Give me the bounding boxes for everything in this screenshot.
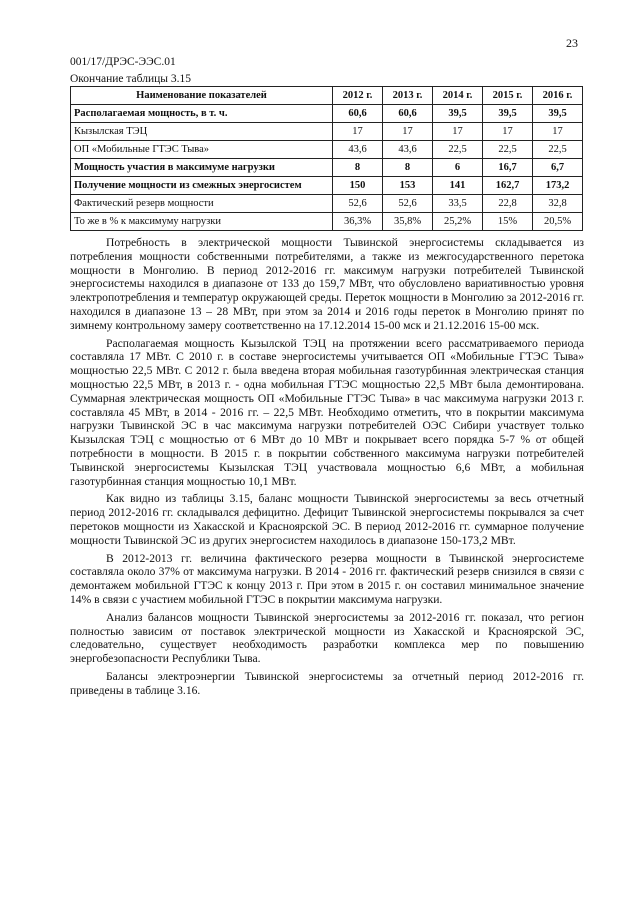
header-year-2013: 2013 г.	[383, 87, 433, 105]
capacity-balance-table	[70, 86, 583, 231]
body-text	[70, 236, 584, 702]
table-cell-value: 17	[383, 123, 433, 141]
table-cell-value: 20,5%	[533, 213, 583, 231]
table-cell-indicator: Кызылская ТЭЦ	[71, 123, 333, 141]
table-row	[71, 195, 583, 213]
table-cell-indicator: Фактический резерв мощности	[71, 195, 333, 213]
table-row	[71, 213, 583, 231]
table-row	[71, 123, 583, 141]
paragraph: Балансы электроэнергии Тывинской энергосистемы за отчетный период 2012-2016 гг. приведены в таблице 3.16.	[70, 669, 584, 697]
table-cell-value: 150	[333, 177, 383, 195]
table-row	[71, 105, 583, 123]
paragraph: Потребность в электрической мощности Тывинской энергосистемы складывается из потребления мощности собственными потребителями, а также из межгосударственного перетока мощности в Монголию. В период 2012-2016 гг. максимум нагрузки потребителей Тывинской энергосистемы находился в диапазоне от 133 до 159,7 МВт, что обусловлено вариативностью уровня электропотребления и температур окружающей среды. Переток мощности в Монголию за 2012-2016 гг. находился в диапазоне 13 – 28 МВт, при этом за 2014 и 2016 годы переток в Монголию принят по зимнему контрольному замеру соответственно на 17.12.2014 15-00 мск и 21.12.2016 15-00 мск.	[70, 236, 584, 332]
table-cell-indicator: ОП «Мобильные ГТЭС Тыва»	[71, 141, 333, 159]
table-cell-value: 6,7	[533, 159, 583, 177]
table-cell-value: 173,2	[533, 177, 583, 195]
table-cell-value: 60,6	[383, 105, 433, 123]
paragraph: Располагаемая мощность Кызылской ТЭЦ на протяжении всего рассматриваемого периода составляла 17 МВт. С 2010 г. в составе энергосистемы учитывается ОП «Мобильные ГТЭС Тыва» мощностью 22,5 МВт. С 2012 г. была введена вторая мобильная газотурбинная электрическая станция мощностью 22,5 МВт, в 2013 г. - одна мобильная ГТЭС мощностью 22,5 МВт была демонтирована. Суммарная электрическая мощность ОП «Мобильные ГТЭС Тыва» в час максимума нагрузки 2013 г. составляла 45 МВт, в 2014 - 2016 гг. – 22,5 МВт. Необходимо отметить, что в покрытии максимума нагрузки Тывинской ЭС в час максимума нагрузки потребителей ОЭС Сибири участвует только Кызылская ТЭЦ с мощностью от 6 МВт до 10 МВт и покрывает всего порядка 5-7 % от общей потребности в мощности. В 2015 г. в покрытии собственного максимума нагрузки потребителей Тывинской энергосистемы Кызылская ТЭЦ участвовала мощностью 6,6 МВт, а мобильная газотурбинная станция мощностью 10,1 МВт.	[70, 336, 584, 488]
table-header-row	[71, 87, 583, 105]
header-indicator-name: Наименование показателей	[71, 87, 333, 105]
document-code: 001/17/ДРЭС-ЭЭС.01	[70, 56, 176, 68]
paragraph: В 2012-2013 гг. величина фактического резерва мощности в Тывинской энергосистеме составляла около 37% от максимума нагрузки. В 2014 - 2016 гг. фактический резерв снизился в связи с демонтажем мобильной ГТЭС к концу 2013 г. При этом в 2015 г. он составил минимальное значение 14% в связи с участием мобильной ГТЭС в покрытии максимума нагрузки.	[70, 551, 584, 606]
table-cell-value: 39,5	[533, 105, 583, 123]
table-cell-indicator: Получение мощности из смежных энергосистем	[71, 177, 333, 195]
table-cell-value: 32,8	[533, 195, 583, 213]
header-year-2012: 2012 г.	[333, 87, 383, 105]
table-cell-value: 15%	[483, 213, 533, 231]
table-cell-indicator: Мощность участия в максимуме нагрузки	[71, 159, 333, 177]
header-year-2016: 2016 г.	[533, 87, 583, 105]
table-row	[71, 159, 583, 177]
table-cell-value: 60,6	[333, 105, 383, 123]
table-cell-value: 17	[333, 123, 383, 141]
table-cell-value: 33,5	[433, 195, 483, 213]
table-cell-value: 52,6	[383, 195, 433, 213]
table-cell-value: 39,5	[483, 105, 533, 123]
paragraph: Анализ балансов мощности Тывинской энергосистемы за 2012-2016 гг. показал, что регион полностью зависим от поставок электрической мощности из Хакасской и Красноярской ЭС, следовательно, существует необходимость разработки комплекса мер по повышению энергобезопасности Республики Тыва.	[70, 610, 584, 666]
table-cell-value: 22,8	[483, 195, 533, 213]
table-cell-value: 43,6	[383, 141, 433, 159]
paragraph: Как видно из таблицы 3.15, баланс мощности Тывинской энергосистемы за весь отчетный период 2012-2016 гг. складывался дефицитно. Дефицит Тывинской энергосистемы покрывался за счет перетоков мощности из Хакасской и Красноярской ЭС. В период 2012-2016 гг. суммарное получение мощности Тывинской ЭС из других энергосистем находилось в диапазоне 150-173,2 МВт.	[70, 492, 584, 547]
table-row	[71, 177, 583, 195]
table-cell-value: 52,6	[333, 195, 383, 213]
table-row	[71, 141, 583, 159]
page-number: 23	[566, 36, 578, 50]
table-cell-indicator: Располагаемая мощность, в т. ч.	[71, 105, 333, 123]
table-cell-value: 25,2%	[433, 213, 483, 231]
table-cell-value: 162,7	[483, 177, 533, 195]
table-cell-value: 17	[433, 123, 483, 141]
table-cell-value: 22,5	[533, 141, 583, 159]
table-body	[71, 105, 583, 231]
table-cell-value: 22,5	[483, 141, 533, 159]
header-year-2015: 2015 г.	[483, 87, 533, 105]
table-cell-value: 17	[533, 123, 583, 141]
table-cell-value: 43,6	[333, 141, 383, 159]
table-cell-value: 35,8%	[383, 213, 433, 231]
table-cell-value: 22,5	[433, 141, 483, 159]
table-cell-value: 17	[483, 123, 533, 141]
table-cell-value: 153	[383, 177, 433, 195]
table-cell-value: 8	[383, 159, 433, 177]
table-cell-value: 39,5	[433, 105, 483, 123]
table-caption: Окончание таблицы 3.15	[70, 73, 191, 85]
table-cell-value: 16,7	[483, 159, 533, 177]
header-year-2014: 2014 г.	[433, 87, 483, 105]
table-cell-value: 36,3%	[333, 213, 383, 231]
table-cell-value: 6	[433, 159, 483, 177]
table-cell-value: 8	[333, 159, 383, 177]
table-cell-indicator: То же в % к максимуму нагрузки	[71, 213, 333, 231]
table-cell-value: 141	[433, 177, 483, 195]
